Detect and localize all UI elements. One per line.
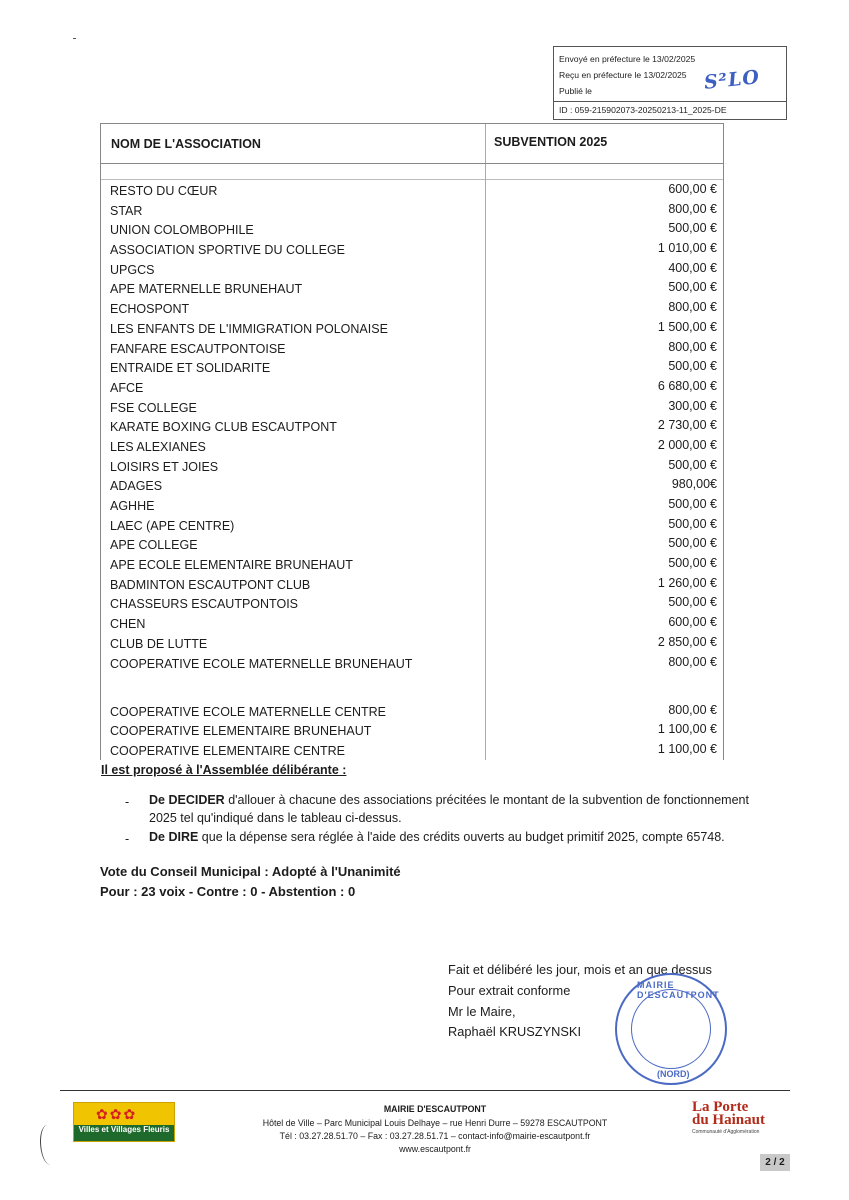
table-header	[101, 124, 723, 164]
subvention-amount: 1 100,00 €	[657, 741, 717, 756]
proposal-item-decide	[149, 791, 799, 827]
decide-text: d'allouer à chacune des associations précitées le montant de la subvention de fonctionnement	[224, 793, 749, 807]
subvention-amount: 6 680,00 €	[657, 378, 717, 393]
association-name: CLUB DE LUTTE	[110, 636, 208, 651]
association-name: COOPERATIVE ECOLE MATERNELLE CENTRE	[110, 704, 386, 719]
subvention-amount: 500,00 €	[668, 595, 717, 610]
scan-mark	[73, 38, 76, 39]
table-row	[101, 534, 723, 554]
subvention-amount: 800,00 €	[668, 702, 717, 717]
closing-line-3: Mr le Maire,	[448, 1004, 516, 1019]
table-row	[101, 653, 723, 677]
flowers-icon: ✿✿✿	[96, 1106, 138, 1122]
table-spacer	[101, 164, 723, 180]
closing-line-2: Pour extrait conforme	[448, 983, 571, 998]
subvention-amount: 500,00 €	[668, 516, 717, 531]
association-name: APE COLLEGE	[110, 538, 198, 553]
association-name: COOPERATIVE ELEMENTAIRE BRUNEHAUT	[110, 724, 372, 739]
table-body	[101, 180, 723, 677]
association-name: RESTO DU CŒUR	[110, 184, 218, 198]
decide-keyword: De DECIDER	[149, 793, 225, 807]
association-name: UNION COLOMBOPHILE	[110, 223, 254, 238]
seal-inner-ring	[631, 989, 711, 1069]
subvention-amount: 500,00 €	[668, 359, 717, 374]
villes-villages-fleuris-logo	[73, 1102, 175, 1142]
table-row	[101, 239, 723, 259]
stamp-id: ID : 059-215902073-20250213-11_2025-DE	[559, 105, 727, 115]
table-row	[101, 259, 723, 279]
association-name: BADMINTON ESCAUTPONT CLUB	[110, 577, 311, 592]
table-row	[101, 495, 723, 515]
association-name: ADAGES	[110, 479, 163, 494]
subvention-amount: 1 260,00 €	[657, 575, 717, 590]
decide-text-line2: 2025 tel qu'indiqué dans le tableau ci-dessus.	[149, 811, 402, 825]
stamp-envoye: Envoyé en préfecture le 13/02/2025	[559, 54, 696, 64]
subvention-amount: 800,00 €	[668, 339, 717, 354]
logo-line-2: du Hainaut	[692, 1112, 765, 1128]
subvention-amount: 300,00 €	[668, 398, 717, 413]
association-name: CHASSEURS ESCAUTPONTOIS	[110, 597, 299, 612]
association-name: STAR	[110, 203, 143, 218]
footer-contact: Tél : 03.27.28.51.70 – Fax : 03.27.28.51.71 – contact-info@mairie-escautpont.fr	[279, 1131, 591, 1141]
subvention-amount: 1 500,00 €	[657, 319, 717, 334]
association-name: AGHHE	[110, 499, 155, 513]
association-name: ENTRAIDE ET SOLIDARITE	[110, 361, 271, 376]
association-name: FANFARE ESCAUTPONTOISE	[110, 341, 286, 356]
page-number: 2 / 2	[760, 1154, 790, 1171]
bullet-marker: -	[125, 832, 130, 846]
table-row	[101, 701, 723, 721]
subvention-amount: 2 730,00 €	[657, 418, 717, 433]
seal-text: MAIRIE D'ESCAUTPONT	[637, 980, 720, 1000]
table-row	[101, 318, 723, 338]
subvention-amount: 980,00€	[671, 477, 717, 492]
table-row	[101, 720, 723, 740]
association-name: COOPERATIVE ECOLE MATERNELLE BRUNEHAUT	[110, 656, 413, 671]
header-association-name: NOM DE L'ASSOCIATION	[111, 137, 261, 151]
vote-count: Pour : 23 voix - Contre : 0 - Abstention : 0	[100, 884, 356, 899]
vote-result: Vote du Conseil Municipal : Adopté à l'Unanimité	[100, 864, 401, 879]
footer-address: Hôtel de Ville – Parc Municipal Louis Delhaye – rue Henri Durre – 59278 ESCAUTPONT	[262, 1118, 608, 1128]
logo-line-3: Communauté d'Agglomération	[692, 1129, 760, 1135]
logo-line-1: La Porte	[692, 1099, 749, 1115]
table-row	[101, 416, 723, 436]
subvention-amount: 400,00 €	[668, 260, 717, 275]
subvention-amount: 500,00 €	[668, 497, 717, 511]
association-name: COOPERATIVE ELEMENTAIRE CENTRE	[110, 743, 345, 758]
header-subvention: SUBVENTION 2025	[494, 135, 608, 149]
association-name: ECHOSPONT	[110, 302, 190, 317]
subvention-amount: 500,00 €	[668, 457, 717, 472]
table-row	[101, 397, 723, 417]
association-name: LAEC (APE CENTRE)	[110, 518, 235, 533]
associations-table	[100, 123, 724, 760]
association-name: AFCE	[110, 380, 144, 395]
mayor-name: Raphaël KRUSZYNSKI	[448, 1024, 581, 1039]
table-body-continued	[101, 701, 723, 760]
table-row	[101, 515, 723, 535]
bullet-marker: -	[125, 795, 130, 809]
subvention-amount: 2 850,00 €	[657, 634, 717, 649]
association-name: LOISIRS ET JOIES	[110, 459, 219, 474]
footer-divider	[60, 1090, 790, 1091]
table-row	[101, 475, 723, 495]
seal-subtext: (NORD)	[657, 1069, 690, 1079]
subvention-amount: 500,00 €	[668, 536, 717, 551]
stamp-recu: Reçu en préfecture le 13/02/2025	[559, 70, 687, 80]
dire-keyword: De DIRE	[149, 830, 199, 844]
table-row	[101, 593, 723, 613]
subvention-amount: 1 010,00 €	[657, 241, 717, 256]
subvention-amount: 800,00 €	[668, 654, 717, 669]
association-name: FSE COLLEGE	[110, 400, 197, 415]
table-row	[101, 456, 723, 476]
handwritten-mark	[40, 1125, 58, 1165]
table-row	[101, 180, 723, 200]
proposal-title: Il est proposé à l'Assemblée délibérante :	[101, 763, 347, 777]
proposal-item-dire	[149, 828, 799, 846]
subvention-amount: 500,00 €	[668, 280, 717, 295]
dire-text: que la dépense sera réglée à l'aide des crédits ouverts au budget primitif 2025, compte 65748.	[198, 830, 725, 844]
association-name: KARATE BOXING CLUB ESCAUTPONT	[110, 420, 337, 435]
stamp-signature: S²LO	[703, 66, 761, 94]
logo-label: Villes et Villages Fleuris	[74, 1125, 174, 1141]
association-name: LES ENFANTS DE L'IMMIGRATION POLONAISE	[110, 321, 388, 336]
subvention-amount: 800,00 €	[668, 300, 717, 315]
footer-website: www.escautpont.fr	[399, 1144, 471, 1154]
association-name: ASSOCIATION SPORTIVE DU COLLEGE	[110, 243, 346, 258]
table-row	[101, 219, 723, 239]
association-name: UPGCS	[110, 262, 155, 277]
table-row	[101, 740, 723, 760]
porte-du-hainaut-logo	[692, 1099, 792, 1135]
table-row	[101, 613, 723, 633]
table-row	[101, 574, 723, 594]
table-row	[101, 357, 723, 377]
table-row	[101, 633, 723, 653]
subvention-amount: 500,00 €	[668, 221, 717, 236]
association-name: CHEN	[110, 617, 146, 632]
association-name: APE ECOLE ELEMENTAIRE BRUNEHAUT	[110, 558, 353, 573]
subvention-amount: 500,00 €	[668, 556, 717, 571]
table-row	[101, 278, 723, 298]
subvention-amount: 800,00 €	[668, 201, 717, 216]
table-row	[101, 200, 723, 220]
table-row	[101, 377, 723, 397]
closing-line-1: Fait et délibéré les jour, mois et an que dessus	[448, 962, 712, 977]
footer-title: MAIRIE D'ESCAUTPONT	[383, 1104, 487, 1114]
table-row	[101, 554, 723, 574]
table-row	[101, 298, 723, 318]
table-row	[101, 338, 723, 358]
subvention-amount: 2 000,00 €	[657, 437, 717, 452]
association-name: LES ALEXIANES	[110, 439, 206, 454]
stamp-divider	[554, 101, 786, 102]
association-name: APE MATERNELLE BRUNEHAUT	[110, 282, 303, 297]
stamp-publie: Publié le	[559, 86, 592, 96]
table-spacer-gap	[101, 677, 723, 701]
table-row	[101, 436, 723, 456]
subvention-amount: 1 100,00 €	[657, 722, 717, 737]
official-seal-icon	[615, 973, 727, 1085]
subvention-amount: 600,00 €	[668, 615, 717, 630]
subvention-amount: 600,00 €	[668, 182, 717, 196]
